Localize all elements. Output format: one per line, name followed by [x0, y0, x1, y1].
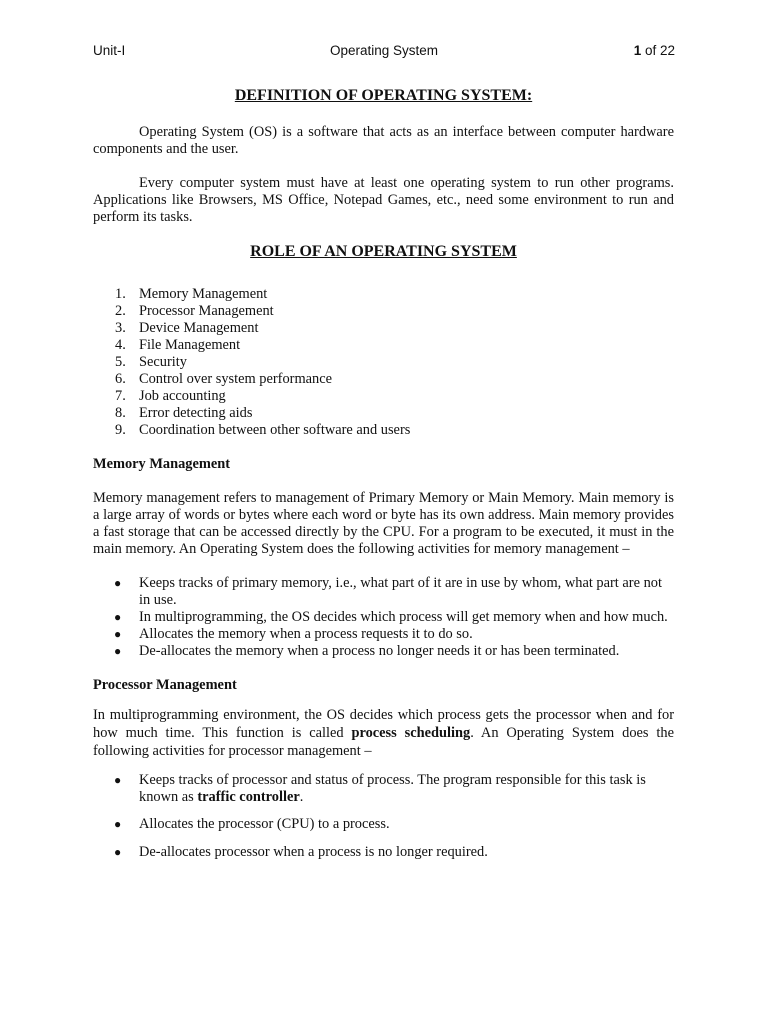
page-total: of 22	[644, 43, 675, 58]
role-list-item: 7. Job accounting	[115, 388, 226, 404]
processor-bullet: ● Allocates the processor (CPU) to a process.	[114, 816, 390, 832]
processor-para: In multiprogramming environment, the OS decides which process gets the processor when and for how much time. This function is called process scheduling. An Operating System does the following activities for processor management –	[93, 707, 674, 759]
processor-heading: Processor Management	[93, 677, 237, 693]
traffic-controller-term: traffic controller	[197, 789, 300, 805]
memory-para: Memory management refers to management of Primary Memory or Main Memory. Main memory is a large array of words or bytes where each word or byte has its own address. Main memory provides a fast storage that can be accessed directly by the CPU. For a program to be executed, it must in the main memory. An Operating System does the following activities for memory management –	[93, 490, 674, 557]
memory-bullet: ● Keeps tracks of primary memory, i.e., what part of it are in use by whom, what part are not in use.	[114, 575, 662, 608]
role-list-item: 9. Coordination between other software and users	[115, 422, 411, 438]
role-list-item: 8. Error detecting aids	[115, 405, 253, 421]
role-list-item: 5. Security	[115, 354, 187, 370]
page-current: 1	[633, 43, 642, 58]
memory-bullet: ● In multiprogramming, the OS decides which process will get memory when and how much.	[114, 609, 668, 625]
role-title: ROLE OF AN OPERATING SYSTEM	[250, 243, 517, 260]
definition-para-1: Operating System (OS) is a software that acts as an interface between computer hardware components and the user.	[93, 124, 674, 157]
header-subject: Operating System	[329, 43, 439, 58]
processor-bullets	[93, 772, 674, 861]
processor-bullet: ● Keeps tracks of processor and status of process. The program responsible for this task is known as traffic controller.	[114, 772, 646, 805]
role-list	[93, 286, 674, 439]
role-list-item: 6. Control over system performance	[115, 371, 333, 387]
role-list-item: 2. Processor Management	[115, 303, 274, 319]
memory-bullet: ● Allocates the memory when a process requests it to do so.	[114, 626, 473, 642]
header-unit: Unit-I	[93, 43, 126, 58]
processor-bullet: ● De-allocates processor when a process is no longer required.	[114, 844, 488, 860]
document-body	[93, 86, 674, 861]
role-list-item: 4. File Management	[115, 337, 241, 353]
page-header	[93, 43, 675, 61]
definition-title: DEFINITION OF OPERATING SYSTEM:	[234, 87, 533, 104]
definition-para-2: Every computer system must have at least one operating system to run other programs. Applications like Browsers, MS Office, Notepad Games, etc., need some environment to run and perform its tasks.	[93, 175, 674, 225]
header-page-number	[634, 43, 675, 58]
process-scheduling-term: process scheduling	[351, 725, 471, 741]
memory-bullets	[93, 575, 674, 660]
memory-bullet: ● De-allocates the memory when a process no longer needs it or has been terminated.	[114, 643, 620, 659]
role-list-item: 1. Memory Management	[115, 286, 268, 302]
role-list-item: 3. Device Management	[115, 320, 259, 336]
memory-heading: Memory Management	[93, 456, 231, 472]
